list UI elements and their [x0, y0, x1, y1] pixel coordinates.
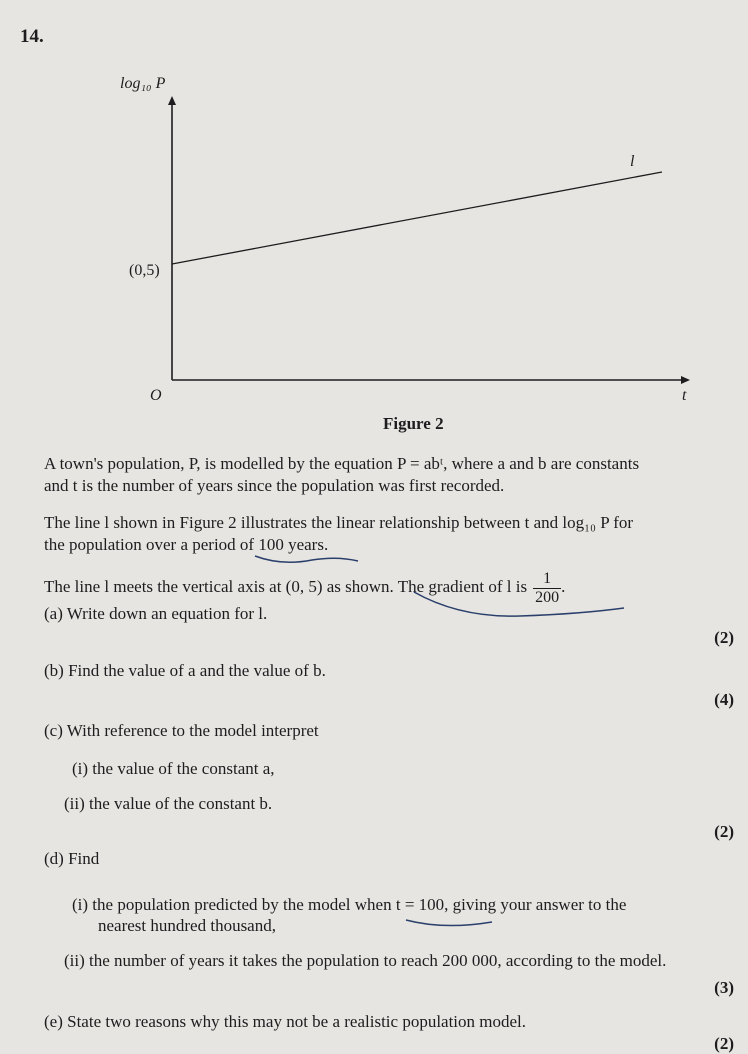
line-label: l — [630, 153, 635, 170]
part-d-i-line-1: (i) the population predicted by the model when t = 100, giving your answer to the — [72, 895, 627, 914]
intro-line-5: The line l meets the vertical axis at (0, 5) as shown. The gradient of l is $\frac{1}{200}$ . — [44, 569, 566, 606]
x-axis-label: t — [682, 387, 687, 404]
part-a: (a) Write down an equation for l. — [44, 604, 268, 623]
fraction-denominator: 200 — [535, 588, 560, 606]
part-e-marks: (2) — [714, 1034, 734, 1053]
intro-line-1: A town's population, P, is modelled by the equation P = abᵗ, where a and b are constants — [44, 454, 640, 473]
intro-line-3: The line l shown in Figure 2 illustrates the linear relationship between t and log₁₀ P for — [44, 513, 634, 532]
line-l — [172, 172, 662, 264]
part-c-ii: (ii) the value of the constant b. — [64, 794, 273, 813]
y-axis-label: log₁₀ P — [120, 75, 166, 92]
part-c-i: (i) the value of the constant a, — [72, 759, 275, 778]
part-b: (b) Find the value of a and the value of b. — [44, 661, 326, 680]
handwritten-underline-gradient — [410, 586, 630, 622]
part-c: (c) With reference to the model interpret — [44, 721, 319, 740]
fraction-numerator: 1 — [543, 569, 552, 587]
figure-caption: Figure 2 — [383, 414, 444, 433]
gradient-sentence: The line l meets the vertical axis at (0, 5) as shown. The gradient of l is — [44, 577, 528, 596]
part-d-marks: (3) — [714, 978, 734, 997]
figure-2-graph — [0, 0, 748, 410]
part-d-i-line-2: nearest hundred thousand, — [98, 916, 276, 935]
intro-line-2: and t is the number of years since the population was first recorded. — [44, 476, 505, 495]
origin-label: O — [150, 387, 162, 404]
part-c-marks: (2) — [714, 822, 734, 841]
question-number: 14. — [20, 26, 44, 47]
intercept-label: (0,5) — [129, 262, 160, 279]
handwritten-underline-t-100 — [404, 916, 496, 930]
part-e: (e) State two reasons why this may not be a realistic population model. — [44, 1012, 527, 1031]
handwritten-underline-100-years — [252, 552, 362, 566]
part-a-marks: (2) — [714, 628, 734, 647]
intro-line-4: the population over a period of 100 years. — [44, 535, 329, 554]
part-d: (d) Find — [44, 849, 100, 868]
part-b-marks: (4) — [714, 690, 734, 709]
part-d-ii: (ii) the number of years it takes the population to reach 200 000, according to the model. — [64, 951, 667, 970]
